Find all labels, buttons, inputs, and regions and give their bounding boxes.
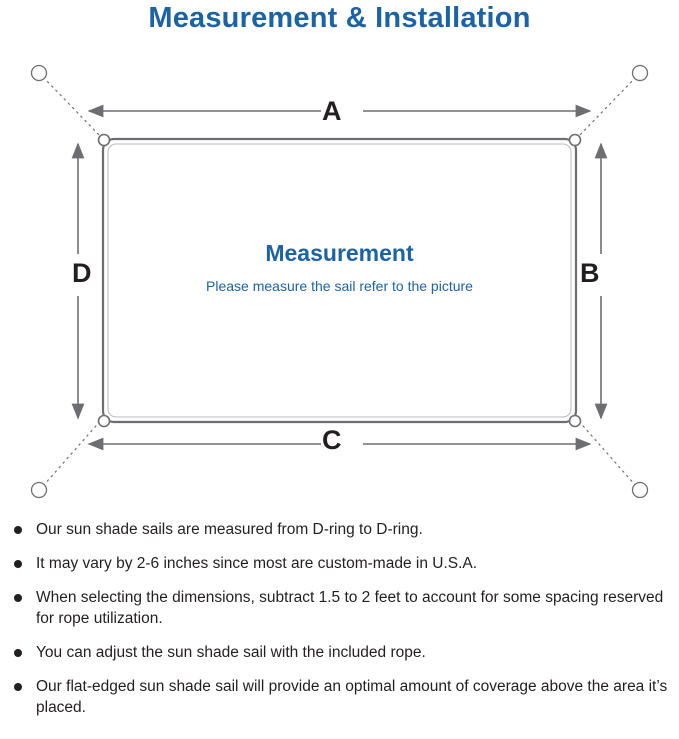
dimension-label-d: D xyxy=(72,258,92,288)
measurement-diagram xyxy=(0,46,679,511)
note-text: Our sun shade sails are measured from D-ring to D-ring. xyxy=(36,521,423,538)
note-text: Our flat-edged sun shade sail will provide an optimal amount of coverage above the area it’s placed. xyxy=(36,677,668,716)
notes-list xyxy=(0,520,679,731)
note-text: You can adjust the sun shade sail with the included rope. xyxy=(36,643,426,661)
dimension-label-c: C xyxy=(322,425,342,455)
bullet-icon xyxy=(14,560,22,568)
list-item xyxy=(0,554,679,575)
dimension-label-b: B xyxy=(580,258,600,288)
dimension-label-a: A xyxy=(322,96,342,126)
list-item xyxy=(0,588,679,630)
bullet-icon xyxy=(14,649,22,657)
note-text: When selecting the dimensions, subtract 1.5 to 2 feet to account for some spacing reserved for rope utilization. xyxy=(36,588,664,627)
page-title: Measurement & Installation xyxy=(148,2,531,34)
list-item xyxy=(0,677,679,719)
diagram-center-subtitle: Please measure the sail refer to the picture xyxy=(206,278,473,294)
list-item xyxy=(0,643,679,664)
bullet-icon xyxy=(14,526,22,534)
note-text: It may vary by 2-6 inches since most are custom-made in U.S.A. xyxy=(36,554,478,572)
bullet-icon xyxy=(14,594,22,602)
bullet-icon xyxy=(14,683,22,691)
list-item xyxy=(0,520,679,541)
diagram-center-title: Measurement xyxy=(265,240,414,266)
